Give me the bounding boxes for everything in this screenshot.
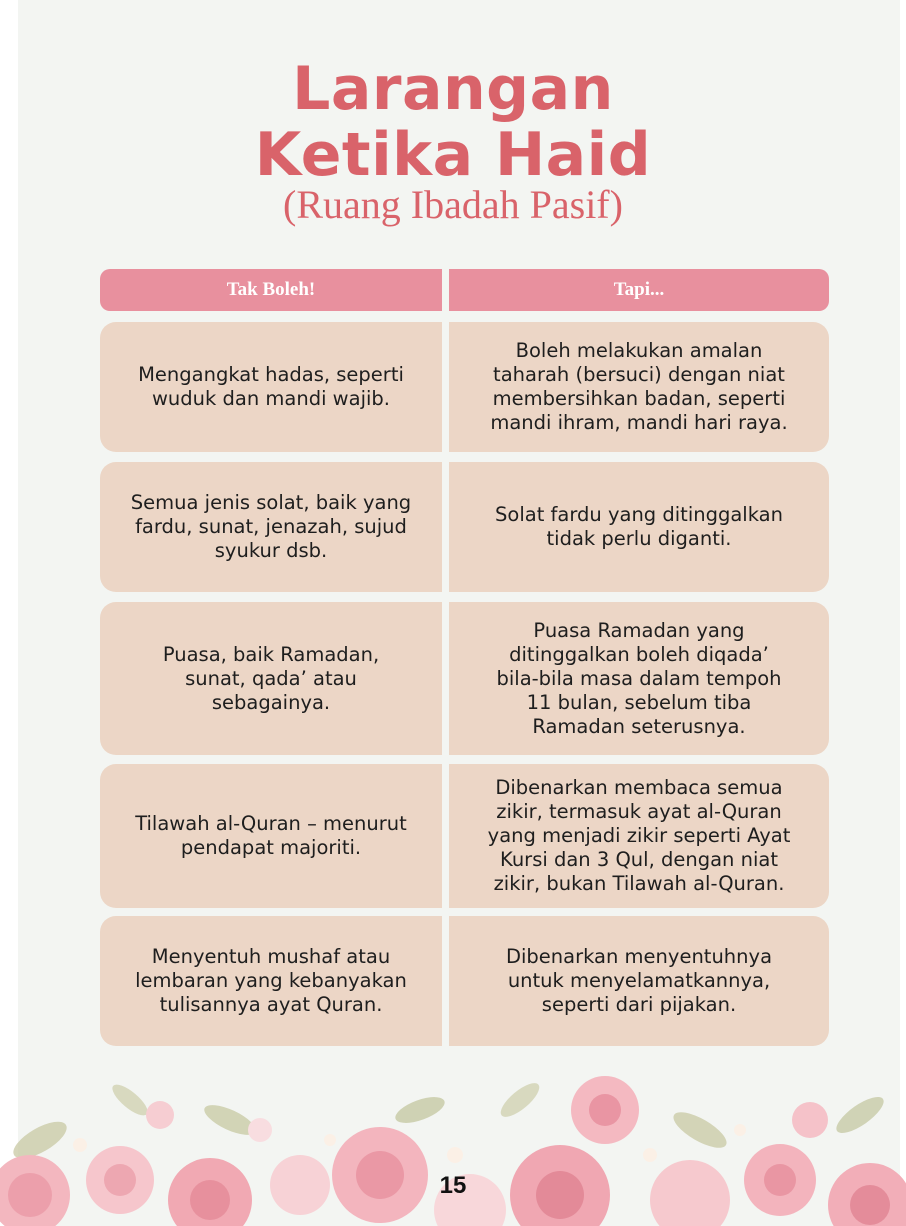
rose-border-decoration xyxy=(0,1060,906,1226)
header-tak-boleh: Tak Boleh! xyxy=(100,269,442,311)
cell-tapi: Boleh melakukan amalan taharah (bersuci) dengan niat membersihkan badan, seperti mandi ihram, mandi hari raya. xyxy=(449,322,829,452)
cell-tapi: Solat fardu yang ditinggalkan tidak perlu diganti. xyxy=(449,462,829,592)
cell-tapi: Dibenarkan membaca semua zikir, termasuk ayat al-Quran yang menjadi zikir seperti Ayat Kursi dan 3 Qul, dengan niat zikir, bukan Tilawah al-Quran. xyxy=(449,764,829,908)
page-subtitle: (Ruang Ibadah Pasif) xyxy=(283,182,623,227)
cell-tak-boleh: Puasa, baik Ramadan, sunat, qada’ atau sebagainya. xyxy=(100,602,442,755)
cell-tak-boleh: Menyentuh mushaf atau lembaran yang kebanyakan tulisannya ayat Quran. xyxy=(100,916,442,1046)
title-line-1: Larangan xyxy=(292,54,614,124)
page-number: 15 xyxy=(439,1172,467,1199)
cell-tapi: Dibenarkan menyentuhnya untuk menyelamatkannya, seperti dari pijakan. xyxy=(449,916,829,1046)
cell-tak-boleh: Semua jenis solat, baik yang fardu, sunat, jenazah, sujud syukur dsb. xyxy=(100,462,442,592)
header-tapi: Tapi... xyxy=(449,269,829,311)
cell-tapi: Puasa Ramadan yang ditinggalkan boleh diqada’ bila-bila masa dalam tempoh 11 bulan, sebelum tiba Ramadan seterusnya. xyxy=(449,602,829,755)
cell-tak-boleh: Tilawah al-Quran – menurut pendapat majoriti. xyxy=(100,764,442,908)
cell-tak-boleh: Mengangkat hadas, seperti wuduk dan mandi wajib. xyxy=(100,322,442,452)
page-title xyxy=(0,56,906,188)
title-line-2: Ketika Haid xyxy=(254,120,652,190)
